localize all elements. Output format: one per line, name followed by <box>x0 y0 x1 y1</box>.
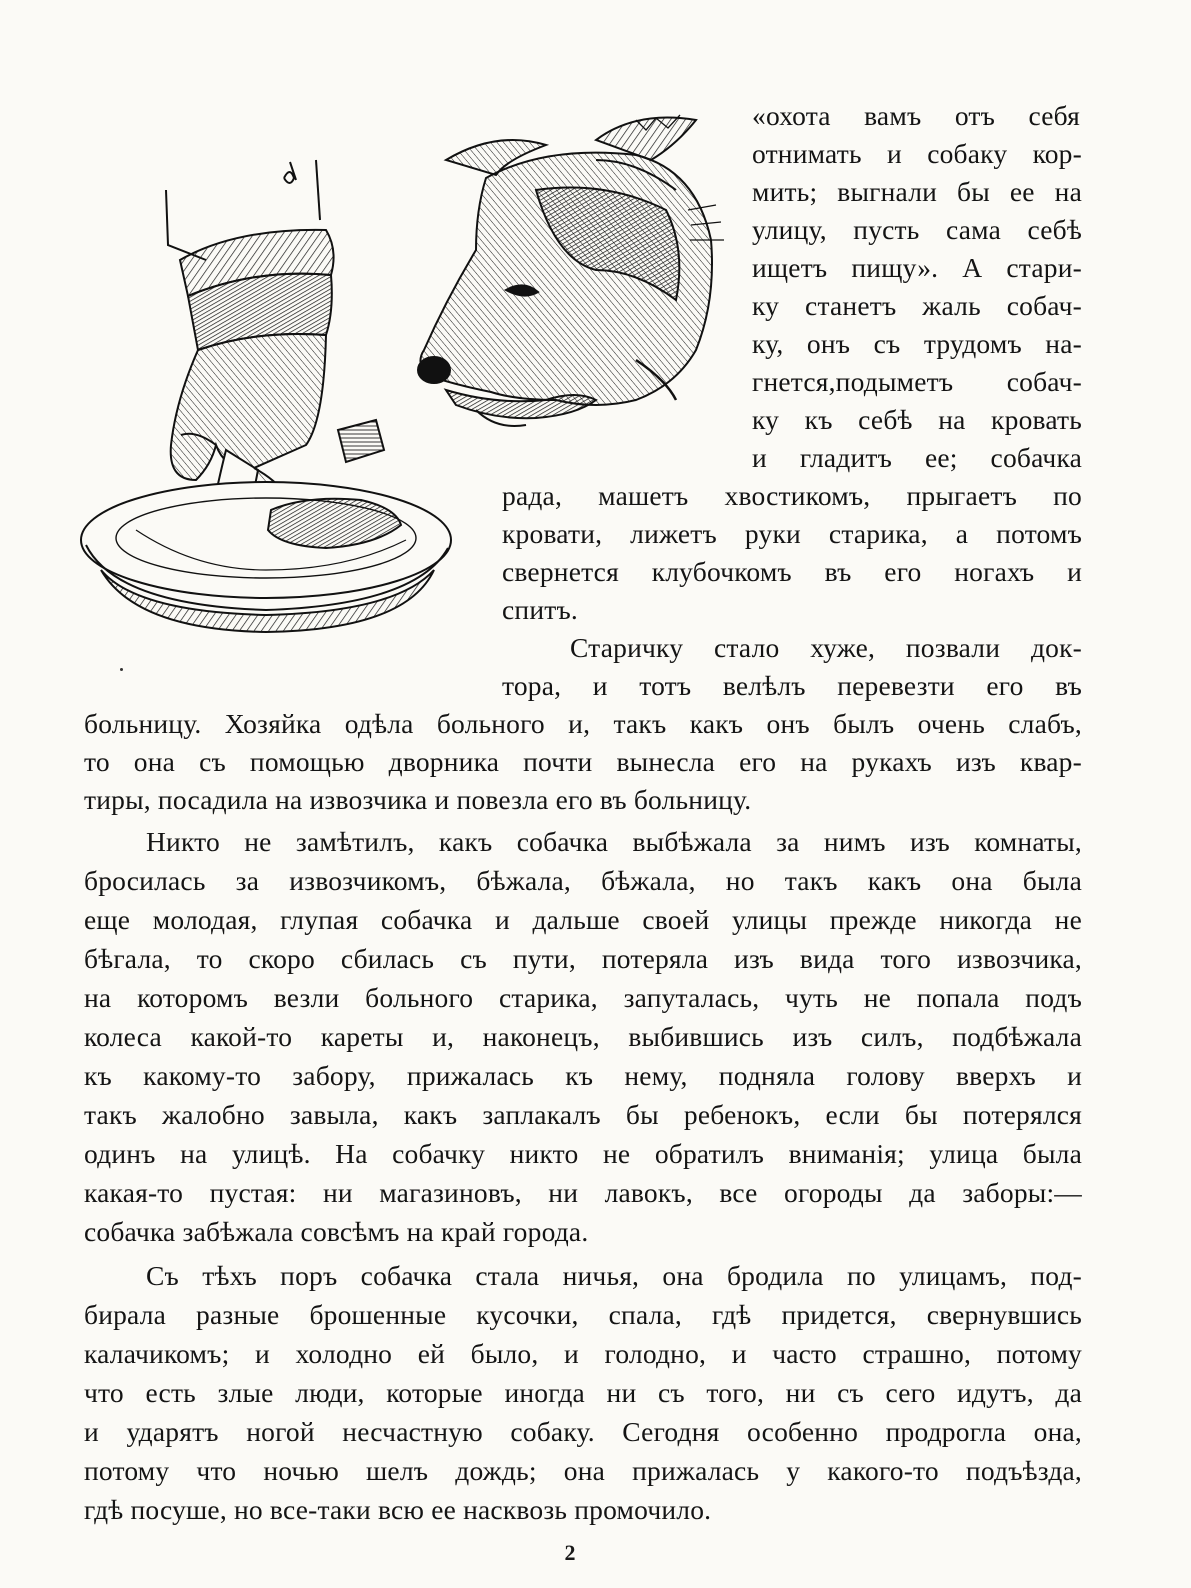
text-line: потому что ночью шелъ дождь; она прижалась у какого-то подъѣзда, <box>84 1455 1082 1486</box>
text-line: собачка забѣжала совсѣмъ на край города. <box>84 1216 589 1247</box>
text-line: Никто не замѣтилъ, какъ собачка выбѣжала за нимъ изъ комнаты, <box>146 826 1082 857</box>
text-line: на которомъ везли больного старика, запуталась, чуть не попала подъ <box>84 982 1082 1013</box>
text-line: и гладитъ ее; собачка <box>752 442 1082 473</box>
text-line: бѣгала, то скоро сбилась съ пути, потеряла изъ вида того извозчика, <box>84 943 1082 974</box>
text-line: что есть злые люди, которые иногда ни съ того, ни съ сего идутъ, да <box>84 1377 1082 1408</box>
text-line: бросилась за извозчикомъ, бѣжала, бѣжала, но такъ какъ она была <box>84 865 1082 896</box>
scan-speck <box>120 668 123 671</box>
text-line: ку къ себѣ на кровать <box>752 404 1082 435</box>
text-line: «охота вамъ отъ себя <box>752 100 1080 131</box>
text-line: колеса какой-то кареты и, наконецъ, выбившись изъ силъ, подбѣжала <box>84 1021 1082 1052</box>
text-line: ку станетъ жаль собач- <box>752 290 1082 321</box>
text-line: какая-то пустая: ни магазиновъ, ни лавокъ, все огороды да заборы:— <box>84 1177 1082 1208</box>
text-line: такъ жалобно завыла, какъ заплакалъ бы ребенокъ, если бы потерялся <box>84 1099 1082 1130</box>
text-line: еще молодая, глупая собачка и дальше своей улицы прежде никогда не <box>84 904 1082 935</box>
text-line: бирала разные брошенные кусочки, спала, гдѣ придется, свернувшись <box>84 1299 1082 1330</box>
text-line: тиры, посадила на извозчика и повезла его въ больницу. <box>84 784 752 815</box>
text-line: ку, онъ съ трудомъ на- <box>752 328 1082 359</box>
text-line: къ какому-то забору, прижалась къ нему, подняла голову вверхъ и <box>84 1060 1082 1091</box>
plate-drawing <box>81 482 451 632</box>
text-line: спитъ. <box>502 594 578 625</box>
text-line: калачикомъ; и холодно ей было, и голодно, и часто страшно, потому <box>84 1338 1082 1369</box>
text-line: отнимать и собаку кор- <box>752 138 1082 169</box>
text-line: Съ тѣхъ поръ собачка стала ничья, она бродила по улицамъ, под- <box>146 1260 1082 1291</box>
text-line: Старичку стало хуже, позвали док- <box>570 632 1082 663</box>
text-line: улицу, пусть сама себѣ <box>752 214 1082 245</box>
text-line: свернется клубочкомъ въ его ногахъ и <box>502 556 1082 587</box>
text-line: мить; выгнали бы ее на <box>752 176 1082 207</box>
text-line: рада, машетъ хвостикомъ, прыгаетъ по <box>502 480 1082 511</box>
text-line: одинъ на улицѣ. На собачку никто не обратилъ вниманія; улица была <box>84 1138 1082 1169</box>
dog-head-drawing <box>418 115 724 426</box>
text-line: гнется,подыметъ собач- <box>752 366 1082 397</box>
text-line: ищетъ пищу». А стари- <box>752 252 1082 283</box>
page-number: 2 <box>564 1540 576 1565</box>
text-line: и ударятъ ногой несчастную собаку. Сегодня особенно продрогла она, <box>84 1416 1082 1447</box>
text-line: гдѣ посуше, но все-таки всю ее насквозь промочило. <box>84 1494 712 1525</box>
text-line: то она съ помощью дворника почти вынесла его на рукахъ изъ квар- <box>84 746 1082 777</box>
text-line: больницу. Хозяйка одѣла больного и, такъ какъ онъ былъ очень слабъ, <box>84 708 1082 739</box>
sleeve-drawing <box>166 160 334 350</box>
text-line: кровати, лижетъ руки старика, а потомъ <box>502 518 1082 549</box>
text-line: тора, и тотъ велѣлъ перевезти его въ <box>502 670 1082 701</box>
